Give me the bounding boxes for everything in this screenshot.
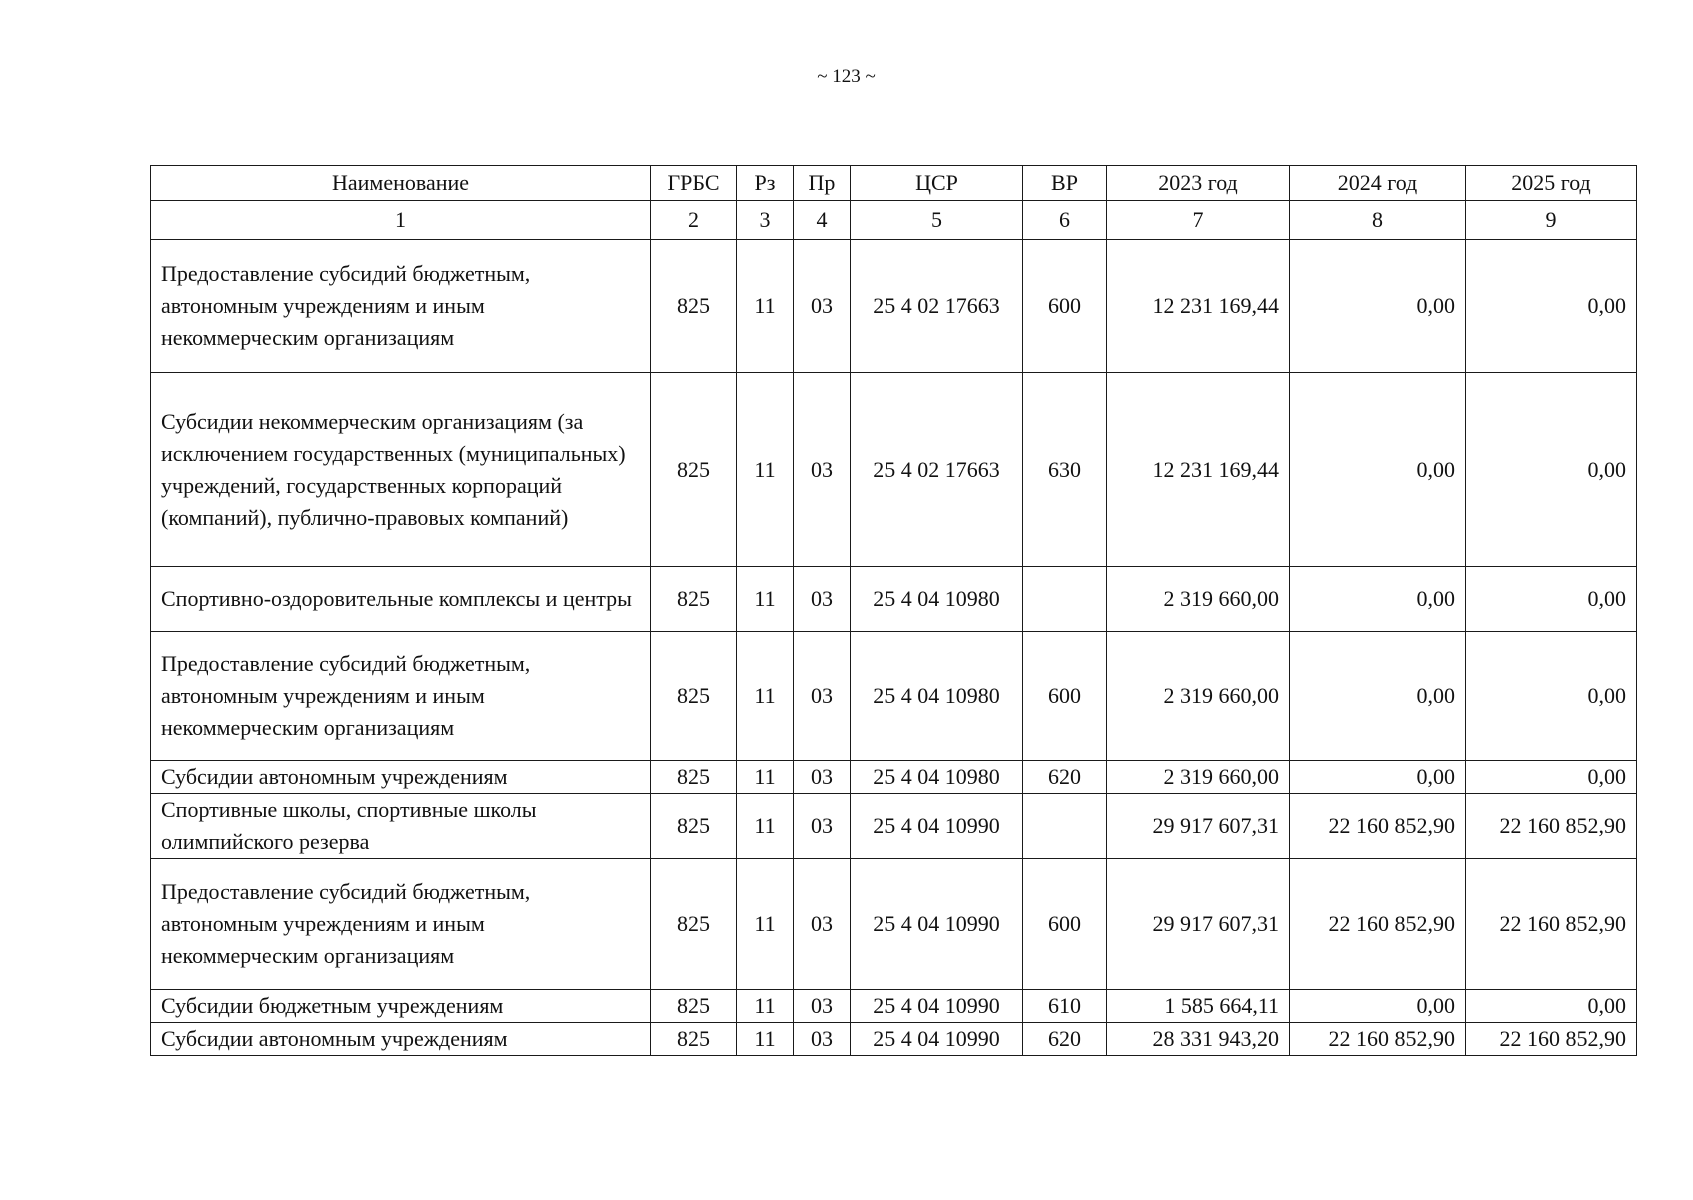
- cell-name: Предоставление субсидий бюджетным, автономным учреждениям и иным некоммерческим организациям: [151, 632, 651, 761]
- cell-2024: 0,00: [1290, 761, 1466, 794]
- header-rz: Рз: [737, 166, 794, 201]
- cell-2023: 1 585 664,11: [1107, 990, 1290, 1023]
- cell-csr: 25 4 04 10990: [851, 859, 1023, 990]
- header-grbs: ГРБС: [651, 166, 737, 201]
- cell-rz: 11: [737, 632, 794, 761]
- cell-vr: [1023, 567, 1107, 632]
- cell-csr: 25 4 04 10990: [851, 794, 1023, 859]
- cell-2025: 0,00: [1466, 990, 1637, 1023]
- column-number: 2: [651, 201, 737, 240]
- table-row: [151, 990, 1637, 1023]
- column-number: 3: [737, 201, 794, 240]
- cell-vr: [1023, 794, 1107, 859]
- cell-grbs: 825: [651, 859, 737, 990]
- cell-pr: 03: [794, 859, 851, 990]
- column-number: 4: [794, 201, 851, 240]
- cell-2023: 2 319 660,00: [1107, 567, 1290, 632]
- cell-vr: 600: [1023, 632, 1107, 761]
- cell-name: Субсидии бюджетным учреждениям: [151, 990, 651, 1023]
- cell-2023: 2 319 660,00: [1107, 761, 1290, 794]
- cell-rz: 11: [737, 373, 794, 567]
- column-number: 5: [851, 201, 1023, 240]
- cell-csr: 25 4 04 10980: [851, 761, 1023, 794]
- table-row: [151, 761, 1637, 794]
- column-number: 6: [1023, 201, 1107, 240]
- cell-2024: 0,00: [1290, 567, 1466, 632]
- cell-2023: 29 917 607,31: [1107, 859, 1290, 990]
- cell-vr: 620: [1023, 761, 1107, 794]
- column-number: 1: [151, 201, 651, 240]
- header-csr: ЦСР: [851, 166, 1023, 201]
- cell-2024: 0,00: [1290, 990, 1466, 1023]
- cell-grbs: 825: [651, 990, 737, 1023]
- cell-name: Предоставление субсидий бюджетным, автономным учреждениям и иным некоммерческим организациям: [151, 240, 651, 373]
- cell-rz: 11: [737, 240, 794, 373]
- cell-2025: 0,00: [1466, 761, 1637, 794]
- header-pr: Пр: [794, 166, 851, 201]
- cell-grbs: 825: [651, 1023, 737, 1056]
- table-row: [151, 632, 1637, 761]
- cell-2023: 2 319 660,00: [1107, 632, 1290, 761]
- cell-2024: 0,00: [1290, 240, 1466, 373]
- cell-pr: 03: [794, 1023, 851, 1056]
- column-number: 7: [1107, 201, 1290, 240]
- header-vr: ВР: [1023, 166, 1107, 201]
- cell-grbs: 825: [651, 761, 737, 794]
- cell-2023: 28 331 943,20: [1107, 1023, 1290, 1056]
- header-2025: 2025 год: [1466, 166, 1637, 201]
- cell-grbs: 825: [651, 632, 737, 761]
- column-number: 9: [1466, 201, 1637, 240]
- cell-csr: 25 4 04 10990: [851, 1023, 1023, 1056]
- cell-2025: 22 160 852,90: [1466, 1023, 1637, 1056]
- cell-2024: 22 160 852,90: [1290, 794, 1466, 859]
- header-2023: 2023 год: [1107, 166, 1290, 201]
- cell-vr: 600: [1023, 240, 1107, 373]
- header-name: Наименование: [151, 166, 651, 201]
- cell-rz: 11: [737, 761, 794, 794]
- cell-vr: 620: [1023, 1023, 1107, 1056]
- table-row: [151, 794, 1637, 859]
- cell-vr: 630: [1023, 373, 1107, 567]
- cell-2023: 12 231 169,44: [1107, 240, 1290, 373]
- header-2024: 2024 год: [1290, 166, 1466, 201]
- cell-rz: 11: [737, 990, 794, 1023]
- cell-csr: 25 4 02 17663: [851, 373, 1023, 567]
- page-number: ~ 123 ~: [817, 66, 876, 87]
- cell-grbs: 825: [651, 240, 737, 373]
- budget-table: [150, 165, 1637, 1056]
- cell-2024: 22 160 852,90: [1290, 859, 1466, 990]
- cell-pr: 03: [794, 567, 851, 632]
- table-row: [151, 567, 1637, 632]
- table-row: [151, 240, 1637, 373]
- cell-grbs: 825: [651, 794, 737, 859]
- cell-name: Субсидии некоммерческим организациям (за исключением государственных (муниципальных) учреждений, государственных корпораций (компаний), публично-правовых компаний): [151, 373, 651, 567]
- cell-grbs: 825: [651, 567, 737, 632]
- cell-rz: 11: [737, 1023, 794, 1056]
- cell-vr: 610: [1023, 990, 1107, 1023]
- cell-rz: 11: [737, 859, 794, 990]
- cell-name: Субсидии автономным учреждениям: [151, 761, 651, 794]
- cell-2023: 29 917 607,31: [1107, 794, 1290, 859]
- table-row: [151, 373, 1637, 567]
- header-row: [151, 166, 1637, 201]
- table-row: [151, 1023, 1637, 1056]
- cell-csr: 25 4 02 17663: [851, 240, 1023, 373]
- cell-name: Субсидии автономным учреждениям: [151, 1023, 651, 1056]
- cell-2025: 0,00: [1466, 373, 1637, 567]
- cell-2025: 0,00: [1466, 567, 1637, 632]
- cell-2024: 22 160 852,90: [1290, 1023, 1466, 1056]
- cell-rz: 11: [737, 794, 794, 859]
- cell-2025: 22 160 852,90: [1466, 794, 1637, 859]
- cell-pr: 03: [794, 990, 851, 1023]
- cell-vr: 600: [1023, 859, 1107, 990]
- cell-2024: 0,00: [1290, 373, 1466, 567]
- cell-grbs: 825: [651, 373, 737, 567]
- cell-csr: 25 4 04 10990: [851, 990, 1023, 1023]
- cell-csr: 25 4 04 10980: [851, 567, 1023, 632]
- cell-2023: 12 231 169,44: [1107, 373, 1290, 567]
- cell-2025: 0,00: [1466, 240, 1637, 373]
- cell-pr: 03: [794, 761, 851, 794]
- cell-pr: 03: [794, 632, 851, 761]
- cell-pr: 03: [794, 240, 851, 373]
- cell-csr: 25 4 04 10980: [851, 632, 1023, 761]
- cell-name: Предоставление субсидий бюджетным, автономным учреждениям и иным некоммерческим организациям: [151, 859, 651, 990]
- cell-rz: 11: [737, 567, 794, 632]
- cell-pr: 03: [794, 373, 851, 567]
- column-number: 8: [1290, 201, 1466, 240]
- cell-name: Спортивные школы, спортивные школы олимпийского резерва: [151, 794, 651, 859]
- cell-2024: 0,00: [1290, 632, 1466, 761]
- table-row: [151, 859, 1637, 990]
- cell-name: Спортивно-оздоровительные комплексы и центры: [151, 567, 651, 632]
- cell-pr: 03: [794, 794, 851, 859]
- column-number-row: [151, 201, 1637, 240]
- cell-2025: 0,00: [1466, 632, 1637, 761]
- cell-2025: 22 160 852,90: [1466, 859, 1637, 990]
